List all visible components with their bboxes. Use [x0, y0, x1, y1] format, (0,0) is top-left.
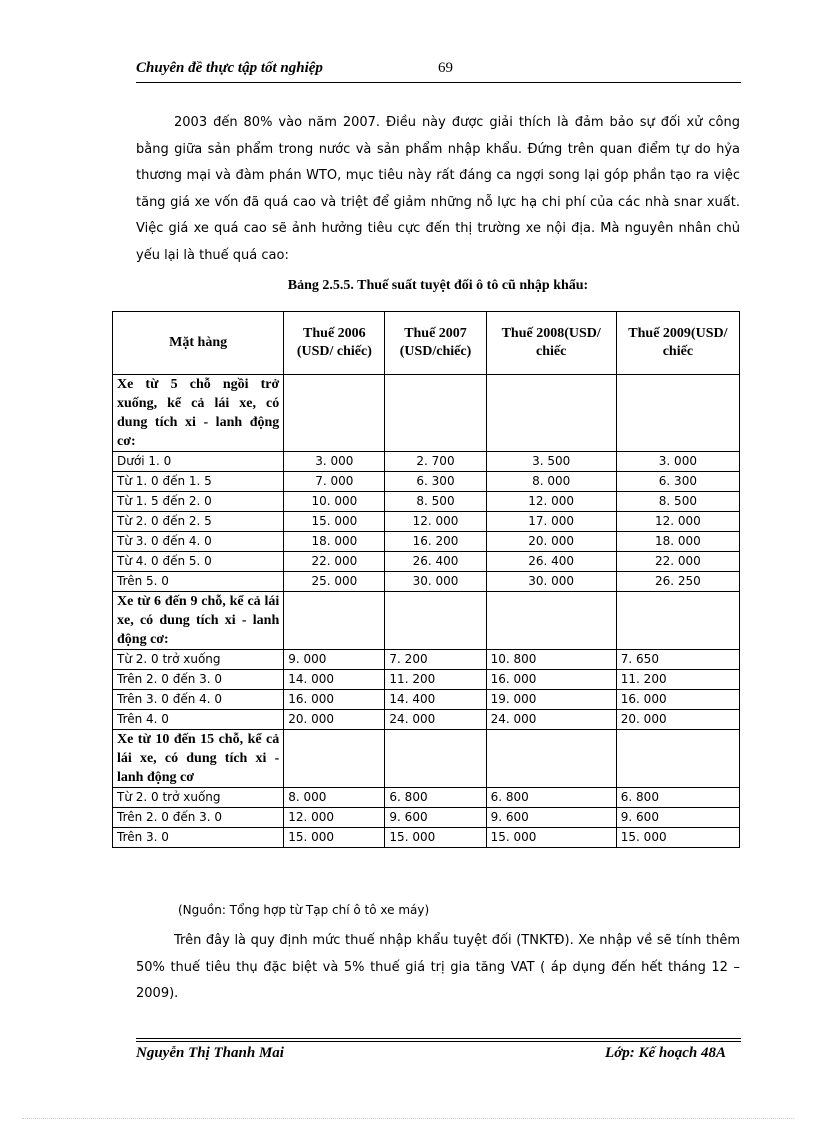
- table-body: [113, 375, 740, 848]
- tax-value: 7. 200: [385, 650, 486, 670]
- tax-value: 3. 000: [284, 452, 385, 472]
- row-label: Trên 5. 0: [113, 572, 284, 592]
- tax-value: 8. 500: [385, 492, 486, 512]
- empty-cell: [486, 730, 616, 788]
- group-title: Xe từ 6 đến 9 chỗ, kể cả lái xe, có dung tích xi - lanh động cơ:: [113, 592, 284, 650]
- footer-author: Nguyễn Thị Thanh Mai: [136, 1045, 284, 1061]
- group-row: [113, 375, 740, 452]
- tax-value: 9. 600: [616, 808, 739, 828]
- tax-value: 6. 800: [616, 788, 739, 808]
- row-label: Từ 1. 5 đến 2. 0: [113, 492, 284, 512]
- table-row: [113, 572, 740, 592]
- tax-value: 16. 000: [284, 690, 385, 710]
- header-rule: [136, 82, 741, 83]
- tax-value: 15. 000: [284, 512, 385, 532]
- row-label: Trên 3. 0 đến 4. 0: [113, 690, 284, 710]
- tax-value: 8. 000: [486, 472, 616, 492]
- page-header: [136, 60, 740, 82]
- tax-value: 8. 500: [616, 492, 739, 512]
- table-row: [113, 552, 740, 572]
- group-title: Xe từ 5 chỗ ngồi trở xuống, kể cả lái xe, có dung tích xi - lanh động cơ:: [113, 375, 284, 452]
- tax-value: 20. 000: [486, 532, 616, 552]
- tax-value: 6. 300: [616, 472, 739, 492]
- row-label: Trên 2. 0 đến 3. 0: [113, 808, 284, 828]
- footer-rule-inner: [136, 1041, 741, 1042]
- table-row: [113, 492, 740, 512]
- empty-cell: [284, 730, 385, 788]
- empty-cell: [616, 375, 739, 452]
- table-header-row: [113, 312, 740, 375]
- tax-value: 30. 000: [486, 572, 616, 592]
- tax-value: 9. 600: [486, 808, 616, 828]
- tax-value: 24. 000: [486, 710, 616, 730]
- header-2007: Thuế 2007 (USD/chiếc): [385, 312, 486, 375]
- table-row: [113, 788, 740, 808]
- tax-value: 26. 250: [616, 572, 739, 592]
- tax-value: 7. 650: [616, 650, 739, 670]
- empty-cell: [284, 375, 385, 452]
- tax-value: 11. 200: [616, 670, 739, 690]
- page-edge: [22, 1118, 794, 1119]
- tax-value: 20. 000: [284, 710, 385, 730]
- tax-value: 8. 000: [284, 788, 385, 808]
- header-2006: Thuế 2006 (USD/ chiếc): [284, 312, 385, 375]
- tax-value: 22. 000: [616, 552, 739, 572]
- tax-value: 9. 000: [284, 650, 385, 670]
- empty-cell: [486, 375, 616, 452]
- tax-value: 10. 000: [284, 492, 385, 512]
- tax-value: 17. 000: [486, 512, 616, 532]
- row-label: Từ 2. 0 trở xuống: [113, 788, 284, 808]
- tax-value: 11. 200: [385, 670, 486, 690]
- tax-value: 15. 000: [616, 828, 739, 848]
- empty-cell: [385, 375, 486, 452]
- tax-value: 3. 500: [486, 452, 616, 472]
- tax-value: 19. 000: [486, 690, 616, 710]
- tax-table: [112, 311, 740, 848]
- tax-value: 15. 000: [284, 828, 385, 848]
- row-label: Từ 4. 0 đến 5. 0: [113, 552, 284, 572]
- tax-value: 12. 000: [486, 492, 616, 512]
- tax-value: 18. 000: [616, 532, 739, 552]
- header-2008: Thuế 2008(USD/ chiếc: [486, 312, 616, 375]
- footer-rule: [136, 1038, 741, 1039]
- table-source: (Nguồn: Tổng hợp từ Tạp chí ô tô xe máy): [178, 903, 430, 917]
- tax-value: 24. 000: [385, 710, 486, 730]
- group-row: [113, 730, 740, 788]
- tax-value: 6. 300: [385, 472, 486, 492]
- tax-value: 14. 000: [284, 670, 385, 690]
- empty-cell: [616, 730, 739, 788]
- tax-value: 6. 800: [385, 788, 486, 808]
- intro-paragraph: 2003 đến 80% vào năm 2007. Điều này được giải thích là đảm bảo sự đối xử công bằng giữa sản phẩm trong nước và sản phẩm nhập khẩu. Đứng trên quan điểm tự do hỷa thương mại và đàm phán WTO, mục tiêu này rất đáng ca ngợi song lại góp phần tạo ra việc tăng giá xe vốn đã quá cao và triệt để giảm những nỗ lực hạ chi phí của các nhà snar xuất. Việc giá xe quá cao sẽ ảnh hưởng tiêu cực đến thị trường xe nội địa. Mà nguyên nhân chủ yếu lại là thuế quá cao:: [136, 115, 740, 263]
- table-row: [113, 690, 740, 710]
- tax-value: 12. 000: [284, 808, 385, 828]
- tax-value: 15. 000: [486, 828, 616, 848]
- row-label: Trên 2. 0 đến 3. 0: [113, 670, 284, 690]
- row-label: Từ 3. 0 đến 4. 0: [113, 532, 284, 552]
- row-label: Dưới 1. 0: [113, 452, 284, 472]
- table-row: [113, 532, 740, 552]
- table-row: [113, 710, 740, 730]
- table-caption: Bảng 2.5.5. Thuế suất tuyệt đối ô tô cũ nhập khẩu:: [287, 278, 589, 293]
- tax-value: 18. 000: [284, 532, 385, 552]
- row-label: Trên 3. 0: [113, 828, 284, 848]
- tax-value: 26. 400: [385, 552, 486, 572]
- tax-value: 6. 800: [486, 788, 616, 808]
- page-number: 69: [438, 60, 453, 76]
- table-row: [113, 670, 740, 690]
- tax-value: 10. 800: [486, 650, 616, 670]
- tax-value: 15. 000: [385, 828, 486, 848]
- closing-paragraph: Trên đây là quy định mức thuế nhập khẩu tuyệt đối (TNKTĐ). Xe nhập về sẽ tính thêm 50% thuế tiêu thụ đặc biệt và 5% thuế giá trị gia tăng VAT ( áp dụng đến hết tháng 12 – 2009).: [136, 933, 740, 1001]
- tax-value: 2. 700: [385, 452, 486, 472]
- header-title: Chuyên đề thực tập tốt nghiệp: [136, 60, 323, 76]
- tax-value: 7. 000: [284, 472, 385, 492]
- tax-value: 22. 000: [284, 552, 385, 572]
- tax-value: 12. 000: [385, 512, 486, 532]
- footer-class: Lớp: Kế hoạch 48A: [605, 1045, 726, 1061]
- row-label: Từ 2. 0 trở xuống: [113, 650, 284, 670]
- table-row: [113, 472, 740, 492]
- row-label: Trên 4. 0: [113, 710, 284, 730]
- table-row: [113, 650, 740, 670]
- row-label: Từ 1. 0 đến 1. 5: [113, 472, 284, 492]
- table-row: [113, 828, 740, 848]
- header-item: Mặt hàng: [113, 312, 284, 375]
- tax-value: 16. 000: [486, 670, 616, 690]
- empty-cell: [385, 592, 486, 650]
- tax-value: 12. 000: [616, 512, 739, 532]
- tax-value: 30. 000: [385, 572, 486, 592]
- table-row: [113, 512, 740, 532]
- header-2009: Thuế 2009(USD/ chiếc: [616, 312, 739, 375]
- empty-cell: [486, 592, 616, 650]
- tax-value: 25. 000: [284, 572, 385, 592]
- group-row: [113, 592, 740, 650]
- empty-cell: [616, 592, 739, 650]
- table-row: [113, 452, 740, 472]
- tax-value: 3. 000: [616, 452, 739, 472]
- tax-value: 14. 400: [385, 690, 486, 710]
- group-title: Xe từ 10 đến 15 chỗ, kể cả lái xe, có dung tích xi - lanh động cơ: [113, 730, 284, 788]
- row-label: Từ 2. 0 đến 2. 5: [113, 512, 284, 532]
- tax-value: 16. 000: [616, 690, 739, 710]
- tax-value: 20. 000: [616, 710, 739, 730]
- empty-cell: [385, 730, 486, 788]
- tax-value: 26. 400: [486, 552, 616, 572]
- tax-value: 16. 200: [385, 532, 486, 552]
- tax-value: 9. 600: [385, 808, 486, 828]
- table-row: [113, 808, 740, 828]
- empty-cell: [284, 592, 385, 650]
